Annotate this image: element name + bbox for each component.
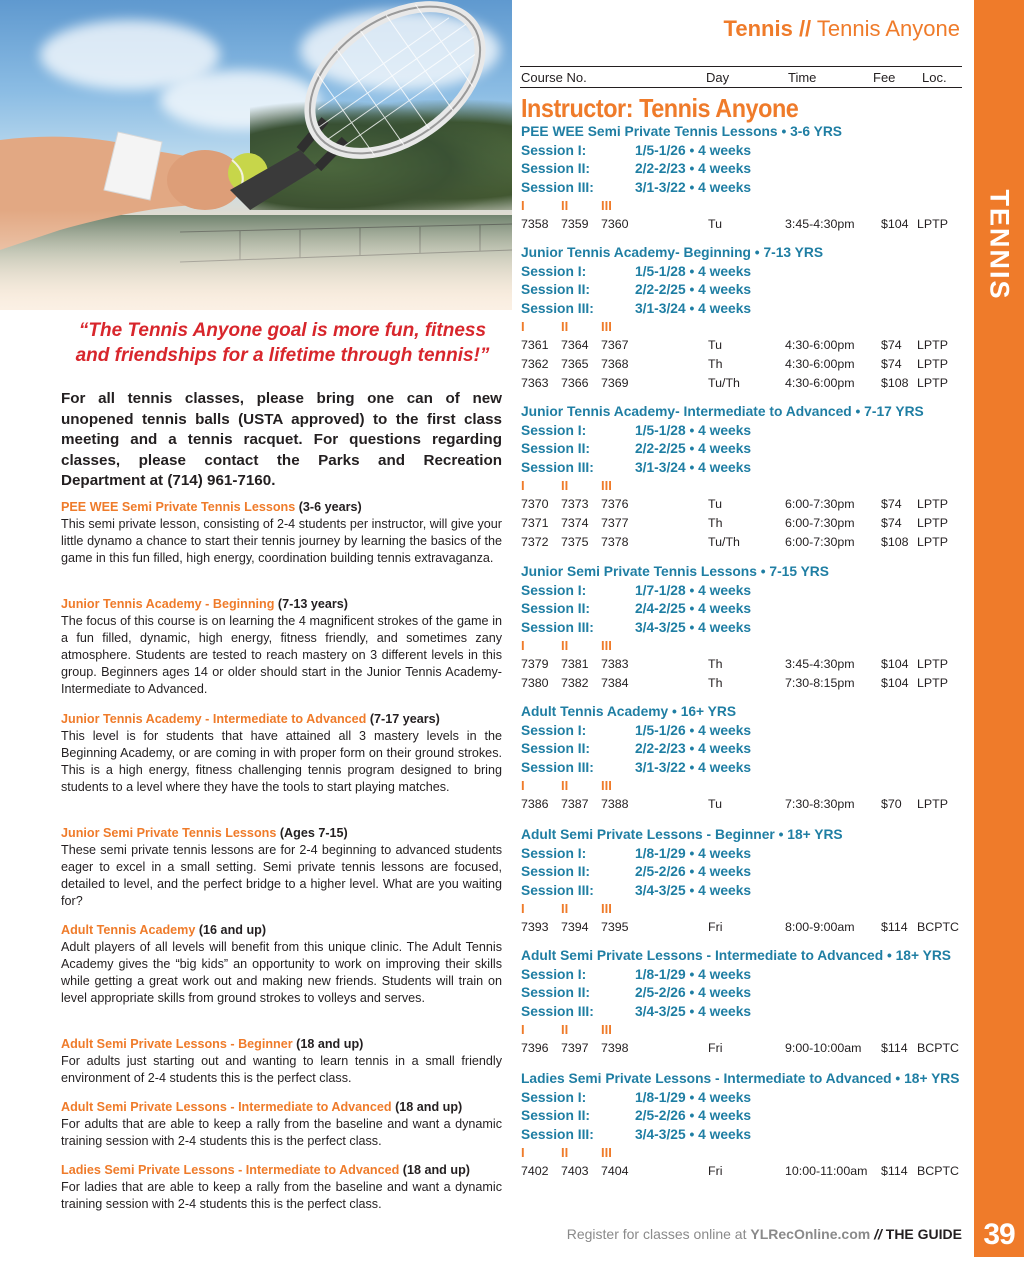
course-number: 7394 [561,920,589,935]
session-label: Session I: [521,1089,587,1105]
session-label: Session III: [521,619,594,635]
session-dates: 1/5-1/28 • 4 weeks [635,422,752,438]
session-row [521,440,963,459]
course-row [521,533,963,552]
session-label: Session II: [521,985,591,1001]
course-time: 7:30-8:15pm [785,675,855,690]
course-time: 4:30-6:00pm [785,356,855,371]
course-number: 7361 [521,338,549,353]
description-junior-intermediate [61,711,502,796]
session-label: Session II: [521,741,591,757]
description-title: PEE WEE Semi Private Tennis Lessons [61,500,296,514]
course-block [521,563,963,693]
session-row [521,619,963,638]
session-label: Session III: [521,882,594,898]
course-number: 7395 [601,920,629,935]
course-number: 7376 [601,497,629,512]
session-dates: 2/2-2/23 • 4 weeks [635,161,752,177]
course-block [521,703,963,814]
course-row [521,1039,963,1058]
course-time: 4:30-6:00pm [785,338,855,353]
course-block [521,826,963,937]
course-title: Junior Tennis Academy- Beginning • 7-13 YRS [521,245,824,260]
course-number: 7372 [521,534,549,549]
description-text: Adult players of all levels will benefit from this unique clinic. The Adult Tennis Academy gives the “big kids” an opportunity to work on improving their skills while getting a great work out and making new friends. Students will train on level appropriate skills from ground strokes to volleys and serves. [61,940,502,1005]
course-number: 7387 [561,797,589,812]
session-dates: 2/5-2/26 • 4 weeks [635,985,752,1001]
course-location: LPTP [917,515,948,530]
session-dates: 2/2-2/25 • 4 weeks [635,282,752,298]
course-location: LPTP [917,338,948,353]
course-time: 3:45-4:30pm [785,657,855,672]
footer [567,1226,962,1242]
column-fee: Fee [873,70,896,85]
session-label: Session I: [521,422,587,438]
session-label: Session II: [521,161,591,177]
session-numeral: II [561,478,569,494]
session-label: Session I: [521,845,587,861]
session-numeral: III [601,1145,612,1161]
course-day: Th [708,356,723,371]
course-time: 4:30-6:00pm [785,375,855,390]
session-numeral: I [521,478,525,494]
description-title: Adult Tennis Academy [61,923,196,937]
course-location: BCPTC [917,920,959,935]
description-title: Junior Tennis Academy - Intermediate to Advanced [61,712,367,726]
course-location: LPTP [917,375,948,390]
session-numeral: III [601,901,612,917]
session-numerals [521,777,963,795]
course-day: Th [708,675,723,690]
description-text: For adults that are able to keep a rally from the baseline and want a dynamic training session with 2-4 students this is the perfect class. [61,1117,502,1148]
description-age: (7-17 years) [369,712,440,726]
intro-text: For all tennis classes, please bring one can of new unopened tennis balls (USTA approved) to the first class meeting and a tennis racquet. For questions regarding classes, please contact the Parks and Recreation Department at (714) 961-7160. [61,390,502,489]
course-fee: $74 [881,356,902,371]
description-text: This semi private lesson, consisting of 2-4 students per instructor, will give your little dynamo a chance to start their tennis journey by learning the basics of the game in this fun filled, high energy, coordination building tennis extravaganza. [61,517,502,565]
session-dates: 1/7-1/28 • 4 weeks [635,582,752,598]
session-dates: 2/5-2/26 • 4 weeks [635,864,752,880]
course-number: 7370 [521,497,549,512]
course-title: PEE WEE Semi Private Tennis Lessons • 3-6 YRS [521,124,842,139]
description-text: For adults just starting out and wanting to learn tennis in a small friendly environment of 2-4 students this is the perfect class. [61,1054,502,1085]
course-time: 6:00-7:30pm [785,534,855,549]
course-row [521,1162,963,1181]
quote: “The Tennis Anyone goal is more fun, fitness and friendships for a lifetime through tennis!” [75,320,490,366]
course-number: 7393 [521,920,549,935]
course-fee: $108 [881,534,909,549]
session-label: Session III: [521,1003,594,1019]
course-title: Ladies Semi Private Lessons - Intermediate to Advanced • 18+ YRS [521,1071,960,1086]
session-numerals [521,477,963,495]
session-numeral: III [601,1022,612,1038]
tennis-photo [0,0,512,310]
course-fee: $104 [881,657,909,672]
course-number: 7359 [561,217,589,232]
description-age: (18 and up) [395,1100,463,1114]
course-row [521,336,963,355]
session-row [521,759,963,778]
course-number: 7402 [521,1164,549,1179]
course-number: 7369 [601,375,629,390]
course-day: Tu [708,338,722,353]
course-day: Th [708,657,723,672]
session-numeral: II [561,1022,569,1038]
subsection-name: Tennis Anyone [816,16,960,41]
instructor-heading: Instructor: Tennis Anyone [521,93,799,123]
session-row [521,845,963,864]
session-row [521,263,963,282]
footer-guide: THE GUIDE [885,1226,962,1242]
course-day: Fri [708,1041,723,1056]
course-time: 6:00-7:30pm [785,497,855,512]
course-time: 8:00-9:00am [785,920,855,935]
session-label: Session II: [521,601,591,617]
session-row [521,740,963,759]
session-dates: 3/1-3/24 • 4 weeks [635,459,752,475]
course-time: 3:45-4:30pm [785,217,855,232]
session-dates: 2/5-2/26 • 4 weeks [635,1108,752,1124]
course-number: 7397 [561,1041,589,1056]
course-number: 7380 [521,675,549,690]
session-row [521,422,963,441]
course-location: LPTP [917,356,948,371]
course-number: 7367 [601,338,629,353]
footer-separator: // [874,1226,882,1242]
session-row [521,179,963,198]
course-time: 10:00-11:00am [785,1164,868,1179]
session-dates: 1/5-1/26 • 4 weeks [635,722,752,738]
course-number: 7404 [601,1164,629,1179]
session-label: Session I: [521,263,587,279]
course-number: 7377 [601,515,629,530]
course-title: Adult Tennis Academy • 16+ YRS [521,704,737,719]
side-label [974,180,1024,310]
description-age: (Ages 7-15) [279,826,348,840]
session-numeral: I [521,1022,525,1038]
session-row [521,459,963,478]
column-course: Course No. [521,70,587,85]
course-day: Tu [708,497,722,512]
session-numeral: II [561,198,569,214]
course-day: Fri [708,1164,723,1179]
session-label: Session I: [521,966,587,982]
course-number: 7373 [561,497,589,512]
session-numeral: III [601,478,612,494]
session-numeral: II [561,1145,569,1161]
description-pee-wee [61,499,502,567]
course-day: Tu/Th [708,375,740,390]
course-block [521,244,963,392]
column-day: Day [706,70,730,85]
course-number: 7363 [521,375,549,390]
session-row [521,160,963,179]
section-name: Tennis [723,16,793,41]
course-number: 7371 [521,515,549,530]
page-number: 39 [974,1212,1024,1257]
course-day: Tu [708,217,722,232]
course-fee: $114 [881,1164,908,1179]
description-text: These semi private tennis lessons are for 2-4 beginning to advanced students eager to excel in a small setting. Semi private tennis lessons are focused, detailed to level, and the perfect bridge to a higher level. What are you waiting for? [61,843,502,908]
column-loc: Loc. [922,70,947,85]
course-fee: $74 [881,497,902,512]
session-numeral: III [601,198,612,214]
description-adult-beginner [61,1036,502,1087]
course-number: 7379 [521,657,549,672]
course-number: 7403 [561,1164,589,1179]
course-location: BCPTC [917,1041,959,1056]
description-title: Ladies Semi Private Lessons - Intermediate to Advanced [61,1163,400,1177]
session-numeral: I [521,319,525,335]
description-text: This level is for students that have attained all 3 mastery levels in the Beginning Academy, or are coming in with proper form on their ground strokes. This is a high energy, fitness challenging tennis program designed to bring students to a level where they have the tools to start playing matches. [61,729,502,794]
side-label-text: TENNIS [984,189,1015,301]
description-title: Junior Tennis Academy - Beginning [61,597,275,611]
session-label: Session II: [521,1108,591,1124]
session-numerals [521,318,963,336]
course-number: 7362 [521,356,549,371]
course-row [521,374,963,393]
session-row [521,300,963,319]
session-row [521,882,963,901]
course-number: 7360 [601,217,629,232]
course-time: 9:00-10:00am [785,1041,862,1056]
session-dates: 1/5-1/26 • 4 weeks [635,142,752,158]
session-dates: 1/8-1/29 • 4 weeks [635,845,752,861]
column-header [520,66,962,88]
session-label: Session II: [521,282,591,298]
session-row [521,1089,963,1108]
course-number: 7365 [561,356,589,371]
session-row [521,1126,963,1145]
session-dates: 1/5-1/28 • 4 weeks [635,263,752,279]
course-fee: $108 [881,375,909,390]
course-title: Adult Semi Private Lessons - Beginner • 18+ YRS [521,827,843,842]
session-label: Session II: [521,441,591,457]
description-adult-academy [61,922,502,1007]
page-header [724,16,960,42]
course-day: Tu/Th [708,534,740,549]
session-dates: 2/4-2/25 • 4 weeks [635,601,752,617]
session-row [521,863,963,882]
course-number: 7386 [521,797,549,812]
session-numerals [521,1021,963,1039]
session-numerals [521,1144,963,1162]
description-text: The focus of this course is on learning the 4 magnificent strokes of the game in a fun filled, dynamic, high energy, fitness friendly, and sometimes zany atmosphere. Students are tested to reach mastery on 3 different levels in this group. Beginners ages 14 or older should start in the Junior Tennis Academy- Intermediate to Advanced. [61,614,502,696]
course-number: 7384 [601,675,629,690]
session-row [521,1107,963,1126]
course-number: 7396 [521,1041,549,1056]
session-dates: 3/1-3/24 • 4 weeks [635,300,752,316]
description-age: (18 and up) [402,1163,470,1177]
description-title: Adult Semi Private Lessons - Intermediate to Advanced [61,1100,392,1114]
course-title: Junior Tennis Academy- Intermediate to Advanced • 7-17 YRS [521,404,924,419]
course-fee: $74 [881,515,902,530]
course-block [521,123,963,234]
course-location: LPTP [917,497,948,512]
course-fee: $74 [881,338,902,353]
course-title: Adult Semi Private Lessons - Intermediate to Advanced • 18+ YRS [521,948,951,963]
session-dates: 3/1-3/22 • 4 weeks [635,179,752,195]
course-fee: $104 [881,675,909,690]
session-label: Session III: [521,1126,594,1142]
session-numeral: II [561,778,569,794]
session-dates: 2/2-2/23 • 4 weeks [635,741,752,757]
course-time: 6:00-7:30pm [785,515,855,530]
course-number: 7378 [601,534,629,549]
session-label: Session III: [521,179,594,195]
course-row [521,655,963,674]
course-location: BCPTC [917,1164,959,1179]
description-adult-intermediate [61,1099,502,1150]
course-row [521,215,963,234]
session-dates: 3/4-3/25 • 4 weeks [635,619,752,635]
description-age: (16 and up) [198,923,267,937]
course-block [521,403,963,551]
session-dates: 3/4-3/25 • 4 weeks [635,1126,752,1142]
course-number: 7366 [561,375,589,390]
session-numeral: III [601,638,612,654]
course-number: 7383 [601,657,629,672]
session-label: Session II: [521,864,591,880]
description-title: Adult Semi Private Lessons - Beginner [61,1037,293,1051]
course-location: LPTP [917,797,948,812]
course-number: 7358 [521,217,549,232]
description-text: For ladies that are able to keep a rally from the baseline and want a dynamic training session with 2-4 students this is the perfect class. [61,1180,502,1211]
description-junior-semi-private [61,825,502,910]
course-number: 7368 [601,356,629,371]
session-numeral: I [521,901,525,917]
session-row [521,984,963,1003]
description-junior-beginning [61,596,502,698]
session-row [521,600,963,619]
session-numeral: I [521,778,525,794]
session-dates: 1/8-1/29 • 4 weeks [635,1089,752,1105]
footer-site-link[interactable]: YLRecOnline.com [750,1226,871,1242]
course-day: Tu [708,797,722,812]
course-fee: $104 [881,217,909,232]
session-numeral: II [561,638,569,654]
session-label: Session I: [521,722,587,738]
course-location: LPTP [917,675,948,690]
session-dates: 2/2-2/25 • 4 weeks [635,441,752,457]
course-row [521,795,963,814]
course-location: LPTP [917,217,948,232]
description-title: Junior Semi Private Tennis Lessons [61,826,277,840]
course-number: 7364 [561,338,589,353]
session-label: Session III: [521,459,594,475]
session-numeral: II [561,319,569,335]
course-block [521,947,963,1058]
course-row [521,514,963,533]
description-age: (18 and up) [296,1037,364,1051]
course-block [521,1070,963,1181]
session-numeral: I [521,198,525,214]
course-number: 7374 [561,515,589,530]
session-row [521,722,963,741]
course-fee: $70 [881,797,902,812]
course-location: LPTP [917,657,948,672]
session-row [521,1003,963,1022]
session-dates: 3/4-3/25 • 4 weeks [635,882,752,898]
session-numeral: I [521,1145,525,1161]
session-label: Session I: [521,142,587,158]
course-fee: $114 [881,1041,908,1056]
course-day: Th [708,515,723,530]
description-ladies-intermediate [61,1162,502,1213]
course-day: Fri [708,920,723,935]
course-number: 7375 [561,534,589,549]
session-dates: 3/1-3/22 • 4 weeks [635,759,752,775]
session-numeral: III [601,778,612,794]
session-row [521,582,963,601]
course-row [521,674,963,693]
session-row [521,281,963,300]
course-row [521,495,963,514]
session-label: Session III: [521,759,594,775]
session-numeral: III [601,319,612,335]
course-row [521,355,963,374]
session-dates: 3/4-3/25 • 4 weeks [635,1003,752,1019]
course-fee: $114 [881,920,908,935]
description-age: (3-6 years) [298,500,362,514]
course-time: 7:30-8:30pm [785,797,855,812]
session-numerals [521,900,963,918]
course-row [521,918,963,937]
course-number: 7398 [601,1041,629,1056]
session-row [521,142,963,161]
session-label: Session III: [521,300,594,316]
course-number: 7382 [561,675,589,690]
session-dates: 1/8-1/29 • 4 weeks [635,966,752,982]
footer-text: Register for classes online at [566,1226,747,1242]
session-numerals [521,197,963,215]
header-separator: // [798,16,812,41]
session-label: Session I: [521,582,587,598]
session-numerals [521,637,963,655]
course-number: 7381 [561,657,589,672]
session-row [521,966,963,985]
course-title: Junior Semi Private Tennis Lessons • 7-15 YRS [521,564,829,579]
description-age: (7-13 years) [277,597,348,611]
session-numeral: II [561,901,569,917]
column-time: Time [788,70,817,85]
session-numeral: I [521,638,525,654]
course-number: 7388 [601,797,629,812]
course-location: LPTP [917,534,948,549]
